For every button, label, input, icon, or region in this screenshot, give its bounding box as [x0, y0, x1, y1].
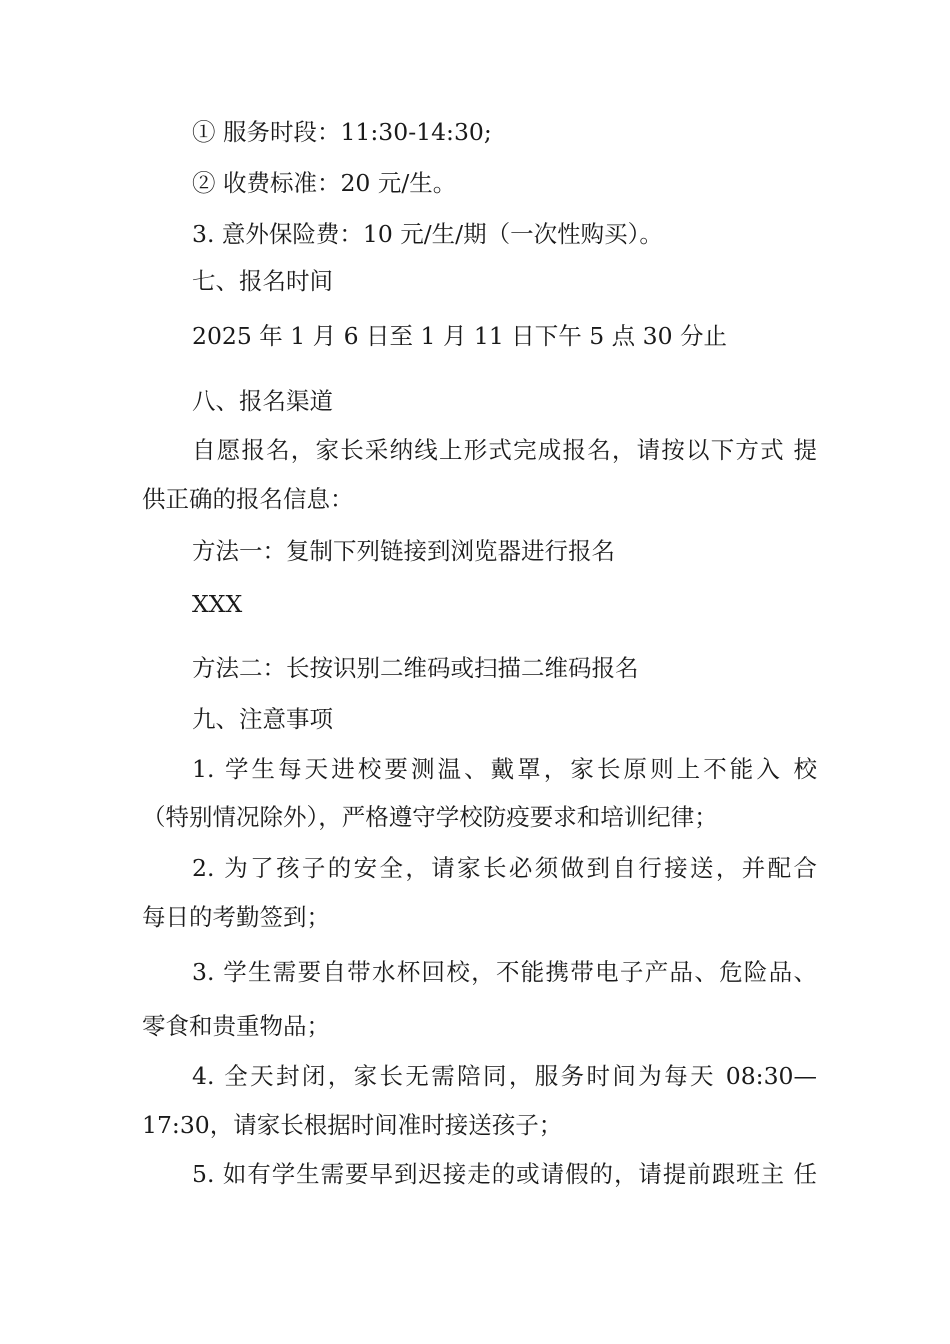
note-5-line-1: 5. 如有学生需要早到迟接走的或请假的，请提前跟班主 任 [192, 1160, 817, 1188]
fee-standard-line: ② 收费标准：20 元/生。 [192, 169, 457, 197]
note-3-line-1: 3. 学生需要自带水杯回校，不能携带电子产品、危险品、 [192, 958, 817, 986]
note-2-line-2: 每日的考勤签到； [142, 903, 330, 931]
method-two-line: 方法二：长按识别二维码或扫描二维码报名 [192, 654, 639, 682]
note-4-line-1: 4. 全天封闭，家长无需陪同，服务时间为每天 08:30— [192, 1062, 817, 1090]
section-heading-registration-time: 七、报名时间 [192, 267, 333, 295]
section-heading-registration-channel: 八、报名渠道 [192, 387, 333, 415]
note-2-line-1: 2. 为了孩子的安全，请家长必须做到自行接送，并配合 [192, 854, 818, 882]
note-3-line-2: 零食和贵重物品； [142, 1012, 330, 1040]
service-hours-line: ① 服务时段：11:30-14:30; [192, 118, 492, 146]
method-one-line: 方法一：复制下列链接到浏览器进行报名 [192, 537, 615, 565]
section-heading-notes: 九、注意事项 [192, 705, 333, 733]
note-1-line-1: 1. 学生每天进校要测温、戴罩，家长原则上不能入 校 [192, 755, 817, 783]
note-4-line-2: 17:30，请家长根据时间准时接送孩子； [142, 1111, 563, 1139]
insurance-fee-line: 3. 意外保险费：10 元/生/期（一次性购买）。 [192, 220, 663, 248]
note-1-line-2: （特别情况除外），严格遵守学校防疫要求和培训纪律； [142, 803, 718, 831]
registration-instructions-line-1: 自愿报名，家长采纳线上形式完成报名，请按以下方式 提 [192, 436, 817, 464]
link-placeholder: XXX [192, 590, 243, 618]
registration-period-line: 2025 年 1 月 6 日至 1 月 11 日下午 5 点 30 分止 [192, 322, 728, 350]
registration-instructions-line-2: 供正确的报名信息： [142, 485, 354, 513]
